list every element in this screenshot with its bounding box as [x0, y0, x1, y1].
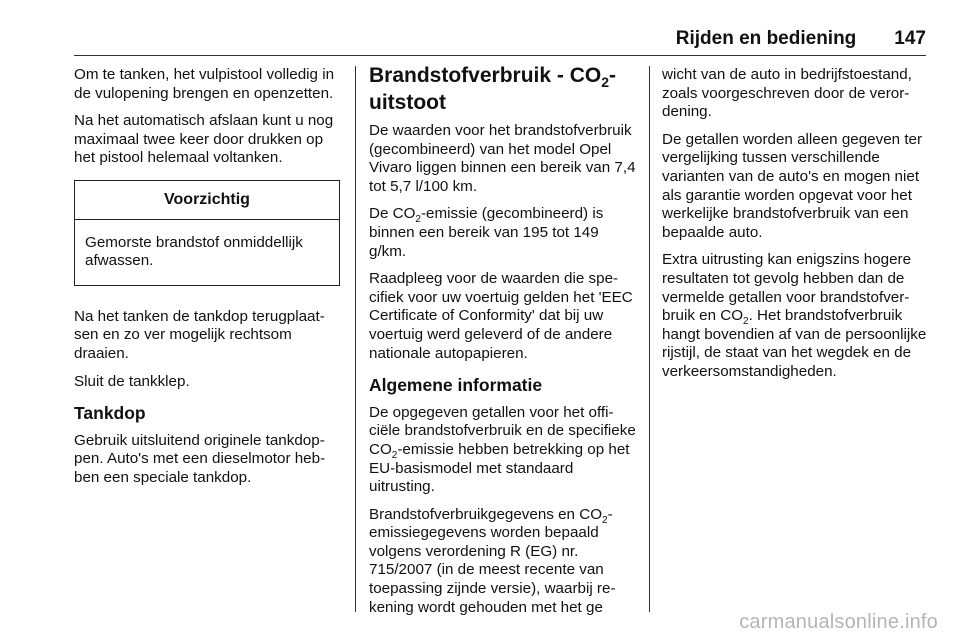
column-divider-1	[355, 66, 356, 612]
page-header	[74, 28, 926, 54]
text: Extra uitrusting kan enigszins hogere resultaten tot gevolg hebben dan de vermelde getallen voor brandstofverbruik en CO	[662, 251, 912, 325]
section-title: Rijden en bediening	[675, 28, 857, 49]
column-1	[74, 66, 340, 497]
caution-box	[74, 180, 340, 286]
text: De CO	[369, 205, 416, 223]
paragraph: De getallen worden alleen gegeven ter vergelijking tussen verschillende varianten van de auto's en mogen niet als garantie worden opgevat voor het werkelijke brandstofverbruik van een bepaalde auto.	[662, 130, 923, 241]
paragraph	[369, 205, 637, 261]
header-rule	[74, 55, 926, 56]
paragraph: Sluit de tankklep.	[74, 372, 190, 390]
column-2	[369, 66, 637, 626]
paragraph: Gebruik uitsluitend originele tankdoppen. Auto's met een dieselmotor hebben een speciale tankdop.	[74, 431, 326, 486]
paragraph: Raadpleeg voor de waarden die specifiek voor uw voertuig gelden het 'EEC Certificate of Conformity' dat bij uw voertuig werd geleverd of de andere nationale autopapieren.	[369, 270, 633, 362]
paragraph: Om te tanken, het vulpistool volledig in de vulopening brengen en openzetten.	[74, 66, 335, 102]
subscript: 2	[601, 74, 609, 91]
text: . Het brandstofverbruik hangt bovendien af van de persoonlijke rijstijl, de staat van het wegdek en de verkeersomstandigheden.	[662, 307, 927, 380]
paragraph	[369, 404, 637, 497]
heading-part: Brandstofverbruik - CO	[369, 64, 602, 87]
caution-body: Gemorste brandstof onmiddellijk afwassen.	[85, 233, 303, 270]
heading-algemene-informatie: Algemene informatie	[369, 375, 543, 396]
heading-tankdop: Tankdop	[74, 403, 146, 424]
text: -emissiegegevens worden bepaald volgens verordening R (EG) nr. 715/2007 (in de meest recente van toepassing zijnde versie), waarbij rekening wordt gehouden met het ge	[369, 505, 616, 616]
column-divider-2	[649, 66, 650, 612]
text: -emissie hebben betrekking op het EU-basismodel met standaard uitrusting.	[369, 440, 630, 496]
paragraph: Na het automatisch afslaan kunt u nog maximaal twee keer door drukken op het pistool helemaal voltanken.	[74, 112, 334, 167]
text: De opgegeven getallen voor het officiële brandstofverbruik en de specifieke CO	[369, 403, 636, 458]
subscript: 2	[602, 514, 608, 526]
paragraph	[662, 251, 928, 381]
page-number: 147	[894, 28, 926, 49]
caution-title: Voorzichtig	[75, 181, 339, 220]
paragraph: De waarden voor het brandstofverbruik (gecombineerd) van het model Opel Vivaro liggen binnen een bereik van 7,4 tot 5,7 l/100 km.	[369, 122, 636, 195]
subscript: 2	[391, 449, 398, 461]
text: -emissie (gecombineerd) is binnen een bereik van 195 tot 149 g/km.	[369, 205, 604, 260]
heading-part: -uitstoot	[369, 64, 616, 114]
subscript: 2	[743, 316, 749, 328]
column-3	[662, 66, 928, 391]
text: Brandstofverbruikgegevens en CO	[369, 505, 603, 523]
paragraph: wicht van de auto in bedrijfstoestand, zoals voorgeschreven door de verordening.	[662, 66, 912, 121]
paragraph	[369, 506, 637, 618]
subscript: 2	[415, 214, 421, 226]
paragraph: Na het tanken de tankdop terugplaatsen en zo ver mogelijk rechtsom draaien.	[74, 307, 325, 362]
section-heading	[369, 62, 637, 116]
watermark: carmanualsonline.info	[739, 611, 938, 633]
